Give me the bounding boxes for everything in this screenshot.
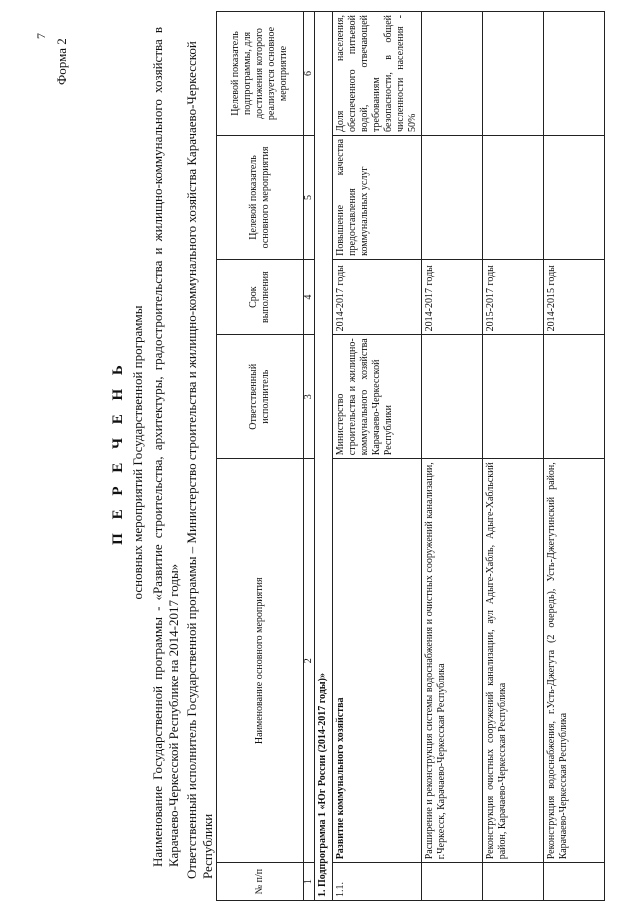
column-number: 2: [304, 459, 315, 863]
table-row: [483, 12, 544, 901]
row-subprogram-indicator: [544, 12, 605, 136]
section-indicator: Повышение качества предоставления коммунальных услуг: [333, 135, 422, 259]
row-indicator: [544, 135, 605, 259]
column-header-executor: Ответственный исполнитель: [217, 335, 304, 459]
row-num: [422, 863, 483, 901]
column-header-num: № п/п: [217, 863, 304, 901]
row-subprogram-indicator: [422, 12, 483, 136]
subprogram-title: 1. Подпрограмма 1 «Юг России (2014-2017 годы)»: [315, 12, 333, 901]
table-header-row: [217, 12, 304, 901]
column-header-subprogram-indicator: Целевой показатель подпрограммы, для достижения которого реализуется основное мероприятие: [217, 12, 304, 136]
column-header-name: Наименование основного мероприятия: [217, 459, 304, 863]
row-num: [483, 863, 544, 901]
row-indicator: [422, 135, 483, 259]
row-name: Реконструкция водоснабжения, г.Усть-Джегута (2 очередь), Усть-Джегутинский район, Карачаево-Черкесская Республика: [544, 459, 605, 863]
row-indicator: [483, 135, 544, 259]
column-number: 6: [304, 12, 315, 136]
row-name: Реконструкция очистных сооружений канализации, аул Адыге-Хабль, Адыге-Хабльский район, Карачаево-Черкесская Республика: [483, 459, 544, 863]
section-subprogram-indicator: Доля населения, обеспеченного питьевой водой, отвечающей требованиям безопасности, в общей численности населения - 50%: [333, 12, 422, 136]
document-title: П Е Р Е Ч Е Н Ь: [110, 360, 126, 545]
row-executor: [544, 335, 605, 459]
section-num: 1.1.: [333, 863, 422, 901]
column-number: 1: [304, 863, 315, 901]
section-executor: Министерство строительства и жилищно-коммунального хозяйства Карачаево-Черкесской Республики: [333, 335, 422, 459]
table-row: [544, 12, 605, 901]
row-executor: [422, 335, 483, 459]
row-term: 2014-2017 годы: [422, 259, 483, 334]
form-label: Форма 2: [54, 38, 69, 85]
column-header-indicator: Целевой показатель основного мероприятия: [217, 135, 304, 259]
program-name: Наименование Государственной программы - «Развитие строительства, архитектуры, градостроительства и жилищно-коммунального хозяйства в Карачаево-Черкесской Республике на 2014-2017 годы»: [150, 27, 181, 867]
row-num: [544, 863, 605, 901]
section-term: 2014-2017 годы: [333, 259, 422, 334]
column-number: 5: [304, 135, 315, 259]
section-row: [333, 12, 422, 901]
activities-table: [216, 11, 605, 901]
responsible-executor: Ответственный исполнитель Государственной программы – Министерство строительства и жилищно-коммунального хозяйства Карачаево-Черкесской Республики: [184, 41, 215, 879]
column-numbers-row: [304, 12, 315, 901]
row-term: 2015-2017 годы: [483, 259, 544, 334]
column-header-term: Срок выполнения: [217, 259, 304, 334]
section-name: Развитие коммунального хозяйства: [333, 459, 422, 863]
page-number: 7: [34, 33, 48, 39]
table-row: [422, 12, 483, 901]
document-subtitle: основных мероприятий Государственной программы: [130, 305, 145, 600]
column-number: 4: [304, 259, 315, 334]
row-term: 2014-2015 годы: [544, 259, 605, 334]
row-name: Расширение и реконструкция системы водоснабжения и очистных сооружений канализации, г.Черкесск, Карачаево-Черкесская Республика: [422, 459, 483, 863]
row-subprogram-indicator: [483, 12, 544, 136]
column-number: 3: [304, 335, 315, 459]
row-executor: [483, 335, 544, 459]
subprogram-row: [315, 12, 333, 901]
